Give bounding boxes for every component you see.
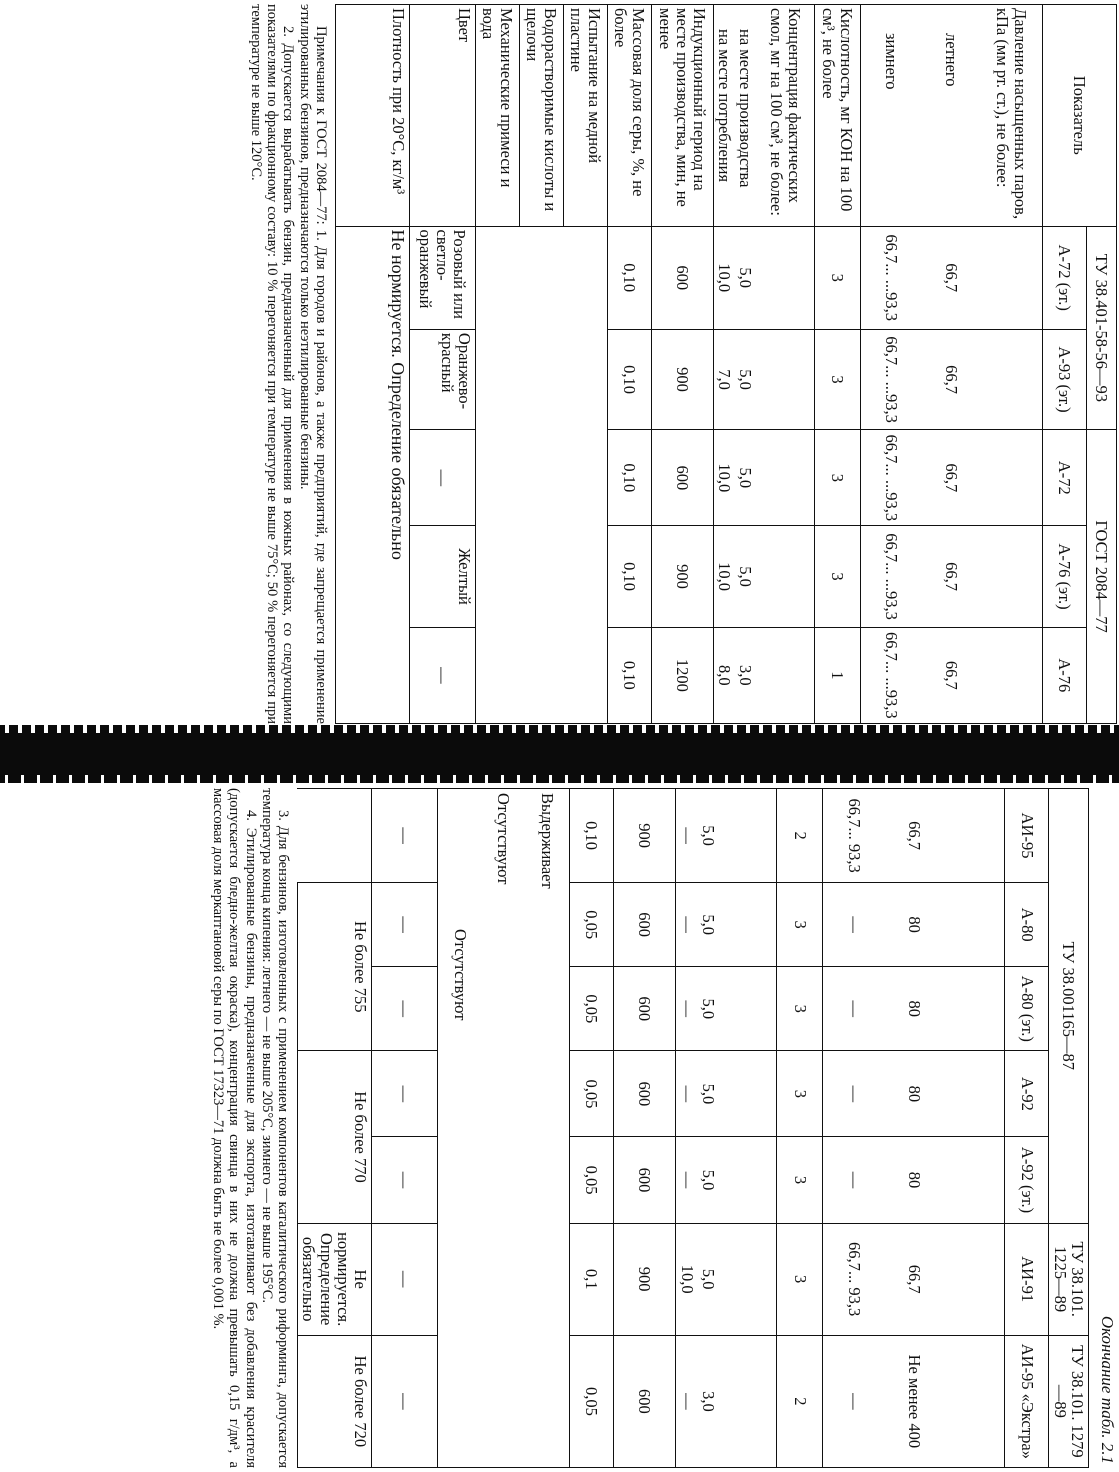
table-row — [1049, 789, 1089, 1468]
table-cell: — — [823, 1137, 885, 1223]
table-cell: 5,0 — [735, 329, 756, 429]
table-cell: 66,7 — [885, 1223, 943, 1335]
table-cell: 66,7 — [923, 226, 981, 329]
table-row — [409, 5, 475, 724]
grade-header: А-76 (эт.) — [1043, 526, 1087, 627]
grade-header: А-72 (эт.) — [1043, 226, 1087, 329]
table-cell: — — [372, 883, 438, 967]
table-cell: 0,1 — [570, 1223, 614, 1335]
table-cell: 3 — [777, 883, 823, 967]
table-cell: 80 — [885, 1137, 943, 1223]
table-cell: — — [823, 967, 885, 1051]
table-cell: 5,0 — [698, 1137, 719, 1223]
table-cell: 66,7... 93,3 — [823, 1223, 885, 1335]
table-cell: 5,0 — [735, 430, 756, 526]
table-cell: — — [823, 1051, 885, 1137]
table-row — [719, 789, 777, 1468]
grade-header: А-76 — [1043, 627, 1087, 723]
table-row — [438, 789, 482, 1468]
table-cell: 600 — [614, 967, 676, 1051]
row-label: Давление насыщенных паров, кПа (мм рт. ст.), не более: — [981, 5, 1043, 227]
table-cell: — — [372, 1335, 438, 1467]
table-cell: 66,7... ...93,3 — [861, 430, 923, 526]
table-cell: 1200 — [651, 627, 713, 723]
table-cell: — — [676, 883, 698, 967]
left-table — [335, 4, 1117, 724]
table-cell: 600 — [614, 1051, 676, 1137]
row-label: на месте потребления — [713, 5, 735, 227]
grade-header: А-92 — [1005, 1051, 1049, 1137]
table-row — [651, 5, 713, 724]
table-cell: 0,10 — [570, 789, 614, 883]
table-cell: 66,7 — [923, 627, 981, 723]
table-cell: Не более 720 — [298, 1335, 372, 1467]
table-cell: 7,0 — [713, 329, 735, 429]
grade-header: АИ-91 — [1005, 1223, 1049, 1335]
table-cell: 3,0 — [698, 1335, 719, 1467]
table-row — [885, 789, 943, 1468]
table-cell: 600 — [614, 1335, 676, 1467]
table-cell: — — [823, 1335, 885, 1467]
table-row — [981, 5, 1043, 724]
note-paragraph: 4. Этилированные бензины, предназначенные для экспорта, изготавливают без добавления красителя (допускается бледно-желтая окраска), концентрация свинца в них не должна превышать 0,15 г/дм³, а массовая доля меркаптановой серы по ГОСТ 17323—71 должна быть не более 0,001 %. — [210, 788, 259, 1468]
table-cell: 5,0 — [698, 1051, 719, 1137]
table-cell: 0,05 — [570, 1051, 614, 1137]
table-cell: 0,10 — [607, 627, 651, 723]
table-cell: 900 — [614, 1223, 676, 1335]
table-row — [757, 5, 815, 724]
row-label: Индукционный период на месте производства, мин, не менее — [651, 5, 713, 227]
table-row — [1087, 5, 1117, 724]
table-cell: 3 — [815, 329, 861, 429]
table-row — [519, 5, 563, 724]
table-cell: 900 — [651, 329, 713, 429]
table-cell: 3 — [777, 1223, 823, 1335]
table-cell: 66,7... ...93,3 — [861, 526, 923, 627]
table-cell: Желтый — [409, 526, 475, 627]
table-cell: 900 — [651, 526, 713, 627]
table-cell: Отсутствуют — [482, 789, 526, 1468]
table-cell: 0,05 — [570, 1335, 614, 1467]
table-cell: — — [409, 430, 475, 526]
left-notes — [248, 4, 329, 724]
header-indicator: Показатель — [1043, 5, 1117, 227]
table-cell: 2 — [777, 789, 823, 883]
table-cell: 0,10 — [607, 526, 651, 627]
table-cell: 3,0 — [735, 627, 756, 723]
table-row — [698, 789, 719, 1468]
table-cell: Не нормируется. Определение обязательно — [298, 1223, 372, 1335]
grade-header: А-93 (эт.) — [1043, 329, 1087, 429]
table-cell: 3 — [777, 1137, 823, 1223]
table-row — [823, 789, 885, 1468]
header-tu: ТУ 38.101. 1225—89 — [1049, 1223, 1089, 1335]
table-cell: — — [372, 1223, 438, 1335]
table-cell: — — [823, 883, 885, 967]
table-cell: — — [372, 967, 438, 1051]
table-cell: 66,7... ...93,3 — [861, 627, 923, 723]
header-gost: ГОСТ 2084—77 — [1087, 430, 1117, 724]
row-label: зимнего — [861, 5, 923, 227]
row-label: Водорастворимые кислоты и щелочи — [519, 5, 563, 227]
table-cell: 80 — [885, 1051, 943, 1137]
table-cell: 5,0 — [698, 1223, 719, 1335]
row-label: Цвет — [409, 5, 475, 227]
table-cell: — — [676, 789, 698, 883]
table-cell: 80 — [885, 883, 943, 967]
table-cell: Не нормируется. Определение обязательно — [335, 226, 409, 723]
table-cell: 3 — [815, 430, 861, 526]
table-cell: 3 — [815, 226, 861, 329]
row-label: Массовая доля серы, %, не более — [607, 5, 651, 227]
table-cell: Не более 770 — [298, 1051, 372, 1223]
table-cell: 5,0 — [698, 789, 719, 883]
row-label: летнего — [923, 5, 981, 227]
row-label: Плотность при 20°С, кг/м³ — [335, 5, 409, 227]
table-cell: 0,05 — [570, 967, 614, 1051]
table-row — [777, 789, 823, 1468]
header-tu: ТУ 38.101. 1279—89 — [1049, 1335, 1089, 1467]
right-table — [297, 788, 1089, 1468]
table-cell: — — [676, 967, 698, 1051]
table-cell: 3 — [777, 967, 823, 1051]
table-cell: 66,7 — [923, 329, 981, 429]
table-cell: — — [676, 1137, 698, 1223]
table-cell: — — [372, 789, 438, 883]
table-cell: 66,7... 93,3 — [823, 789, 885, 883]
table-row — [298, 789, 372, 1468]
left-page — [0, 0, 1119, 730]
note-paragraph: 2. Допускается вырабатывать бензин, предназначенный для применения в южных районах, со следующими показателями по фракционному составу: 10 % перегоняется при температуре не выше 75°С; 50 % перегоняется при температуре не выше 120°С. — [247, 4, 297, 724]
grade-header: АИ-95 — [1005, 789, 1049, 883]
table-row — [526, 789, 570, 1468]
table-row — [335, 5, 409, 724]
table-row — [861, 5, 923, 724]
table-cell: 0,05 — [570, 1137, 614, 1223]
table-cell: Не менее 400 — [885, 1335, 943, 1467]
table-cell: 0,05 — [570, 883, 614, 967]
right-page — [0, 778, 1119, 1472]
table-row — [713, 5, 735, 724]
table-cell: 10,0 — [713, 430, 735, 526]
table-cell: 600 — [651, 430, 713, 526]
table-cell: 66,7... ...93,3 — [861, 329, 923, 429]
table-cell: 5,0 — [735, 526, 756, 627]
table-cell: 66,7 — [923, 430, 981, 526]
table-cell: 66,7 — [923, 526, 981, 627]
table-row — [372, 789, 438, 1468]
header-tu: ТУ 38.001165—87 — [1049, 789, 1089, 1224]
row-label: Механические примеси и вода — [475, 5, 519, 227]
row-label: Испытание на медной пластине — [563, 5, 607, 227]
table-cell: Отсутствуют — [438, 789, 482, 1468]
table-cell: 10,0 — [676, 1223, 698, 1335]
table-caption: Окончание табл. 2.1 — [1098, 1315, 1117, 1464]
table-cell: 600 — [614, 883, 676, 967]
table-cell: 8,0 — [713, 627, 735, 723]
table-row — [1005, 789, 1049, 1468]
grade-header: А-80 (эт.) — [1005, 967, 1049, 1051]
table-row — [735, 5, 756, 724]
row-label: на месте производства — [735, 5, 756, 227]
table-cell: 10,0 — [713, 526, 735, 627]
header-tu: ТУ 38.401-58-56—93 — [1087, 226, 1117, 430]
table-cell: — — [372, 1051, 438, 1137]
row-label: Кислотность, мг КОН на 100 см³, не более — [815, 5, 861, 227]
table-cell: 0,10 — [607, 430, 651, 526]
table-cell: — — [676, 1335, 698, 1467]
table-row — [607, 5, 651, 724]
table-cell: 66,7... ...93,3 — [861, 226, 923, 329]
table-cell: 600 — [614, 1137, 676, 1223]
table-cell: 10,0 — [713, 226, 735, 329]
note-paragraph: Примечания к ГОСТ 2084—77: 1. Для городов и районов, а также предприятий, где запрещается применение этилированных бензинов, предназначаются только неэтилированные бензины. — [296, 4, 329, 724]
table-row — [676, 789, 698, 1468]
page-gutter-shadow — [0, 730, 1119, 778]
table-cell: 900 — [614, 789, 676, 883]
table-cell: 5,0 — [698, 967, 719, 1051]
table-cell: Розовый или светло-оранжевый — [409, 226, 475, 329]
grade-header: А-80 — [1005, 883, 1049, 967]
table-cell: 0,10 — [607, 226, 651, 329]
table-row — [570, 789, 614, 1468]
table-cell: 80 — [885, 967, 943, 1051]
table-cell: Оранжево-красный — [409, 329, 475, 429]
table-cell: — — [676, 1051, 698, 1137]
table-cell: 5,0 — [698, 883, 719, 967]
table-row — [943, 789, 1005, 1468]
table-cell: 1 — [815, 627, 861, 723]
note-paragraph: 3. Для бензинов, изготовленных с применением компонентов каталитического риформинга, допускается температура конца кипения: летнего — не выше 205°С, зимнего — не выше 195°С. — [258, 788, 291, 1468]
grade-header: А-92 (эт.) — [1005, 1137, 1049, 1223]
table-row — [475, 5, 519, 724]
right-notes — [210, 788, 291, 1468]
table-cell: — — [409, 627, 475, 723]
table-cell: 3 — [777, 1051, 823, 1137]
table-cell: Не более 755 — [298, 883, 372, 1051]
table-row — [482, 789, 526, 1468]
table-cell: 2 — [777, 1335, 823, 1467]
table-cell: 0,10 — [607, 329, 651, 429]
table-row — [923, 5, 981, 724]
table-row — [563, 5, 607, 724]
table-cell: 3 — [815, 526, 861, 627]
table-row — [815, 5, 861, 724]
table-cell: 5,0 — [735, 226, 756, 329]
table-row — [614, 789, 676, 1468]
table-cell: — — [372, 1137, 438, 1223]
row-label: Концентрация фактических смол, мг на 100 см³, не более: — [757, 5, 815, 227]
table-cell: Выдерживает — [526, 789, 570, 1468]
grade-header: А-72 — [1043, 430, 1087, 526]
grade-header: АИ-95 «Экстра» — [1005, 1335, 1049, 1467]
table-cell: 66,7 — [885, 789, 943, 883]
table-cell: 600 — [651, 226, 713, 329]
